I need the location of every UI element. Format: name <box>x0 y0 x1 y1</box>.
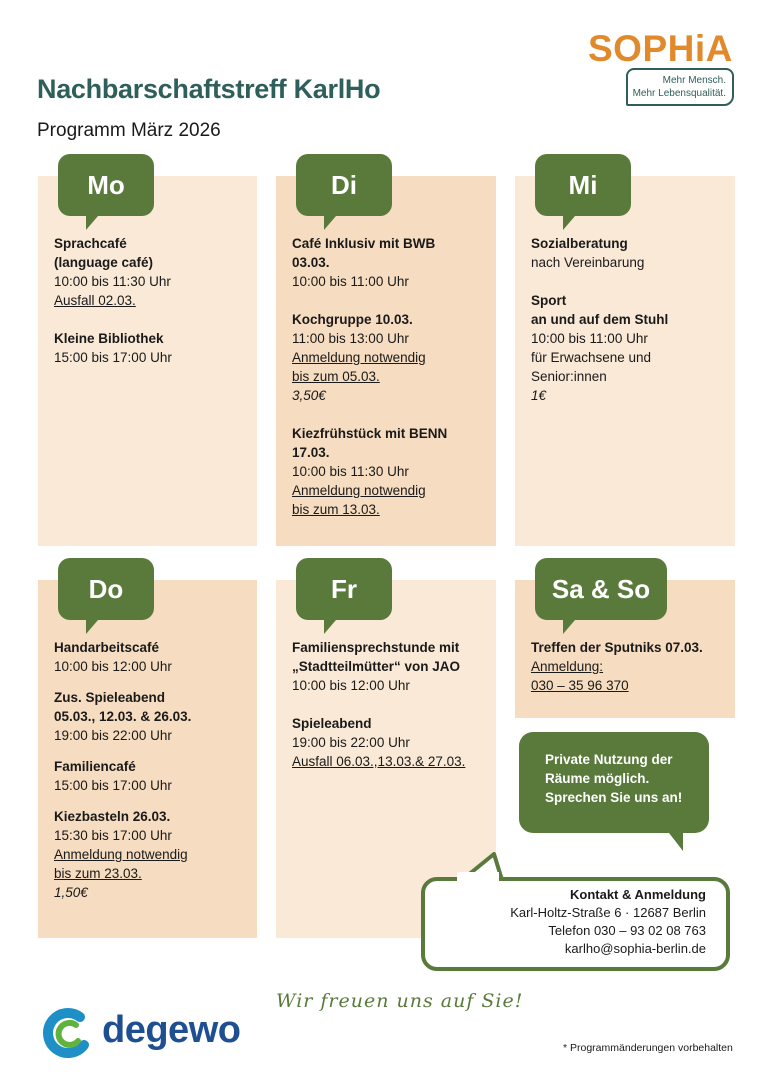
event-registration: Anmeldung notwendig <box>292 483 426 498</box>
event-title: an und auf dem Stuhl <box>531 312 669 327</box>
event-time: 15:00 bis 17:00 Uhr <box>54 350 172 365</box>
event-title: Sozialberatung <box>531 236 628 251</box>
event-title: Kiezfrühstück mit BENN <box>292 426 448 441</box>
event-title: Kochgruppe 10.03. <box>292 312 413 327</box>
event-date: 03.03. <box>292 255 330 270</box>
event-title: Café Inklusiv mit BWB <box>292 236 436 251</box>
event-time: 15:30 bis 17:00 Uhr <box>54 828 172 843</box>
private-use-bubble <box>519 732 709 833</box>
event-time: 15:00 bis 17:00 Uhr <box>54 778 172 793</box>
private-use-line: Sprechen Sie uns an! <box>545 790 683 805</box>
event-title: Handarbeitscafé <box>54 640 160 655</box>
contact-box <box>421 877 730 971</box>
contact-address: Karl-Holtz-Straße 6 · 12687 Berlin <box>510 905 706 920</box>
event-registration-deadline: bis zum 13.03. <box>292 502 380 517</box>
event-title: (language café) <box>54 255 154 270</box>
event-cancellation: Ausfall 02.03. <box>54 293 136 308</box>
event-price: 1,50€ <box>54 885 88 900</box>
event-registration: Anmeldung notwendig <box>54 847 188 862</box>
event-phone: 030 – 35 96 370 <box>531 678 629 693</box>
contact-email: karlho@sophia-berlin.de <box>564 941 706 956</box>
page-title: Nachbarschaftstreff KarlHo <box>37 74 381 104</box>
event-title: Familiensprechstunde mit <box>292 640 460 655</box>
event-time: 10:00 bis 12:00 Uhr <box>292 678 410 693</box>
private-use-line: Räume möglich. <box>545 771 650 786</box>
day-tab-friday: Fr <box>296 558 392 620</box>
event-time: 19:00 bis 22:00 Uhr <box>292 735 410 750</box>
event-time: 10:00 bis 11:00 Uhr <box>531 331 648 346</box>
event-registration-deadline: bis zum 23.03. <box>54 866 142 881</box>
day-card-wednesday <box>515 169 735 546</box>
event-title: Sprachcafé <box>54 236 127 251</box>
event-note: für Erwachsene und <box>531 350 652 365</box>
sophia-tagline-line2: Mehr Lebensqualität. <box>632 88 726 99</box>
event-title: Zus. Spieleabend <box>54 690 166 705</box>
contact-phone: Telefon 030 – 93 02 08 763 <box>548 923 706 938</box>
sophia-logo-wordmark: SOPHiA <box>588 28 733 69</box>
day-tab-thursday: Do <box>58 558 154 620</box>
event-time: 10:00 bis 12:00 Uhr <box>54 659 172 674</box>
day-card-thursday <box>38 573 257 938</box>
event-title: Kleine Bibliothek <box>54 331 164 346</box>
event-title: Spieleabend <box>292 716 372 731</box>
event-time: 10:00 bis 11:30 Uhr <box>54 274 171 289</box>
event-time: 11:00 bis 13:00 Uhr <box>292 331 409 346</box>
event-registration-deadline: bis zum 05.03. <box>292 369 380 384</box>
day-card-tuesday <box>276 169 496 546</box>
event-title: „Stadtteilmütter“ von JAO <box>292 659 461 674</box>
page-subtitle: Programm März 2026 <box>37 120 221 141</box>
event-title: Kiezbasteln 26.03. <box>54 809 171 824</box>
day-tab-wednesday: Mi <box>535 154 631 216</box>
day-tab-tuesday: Di <box>296 154 392 216</box>
event-title: Treffen der Sputniks 07.03. <box>531 640 703 655</box>
day-card-monday <box>38 169 257 546</box>
event-date: 17.03. <box>292 445 330 460</box>
event-cancellation: Ausfall 06.03.,13.03.& 27.03. <box>292 754 466 769</box>
event-price: 3,50€ <box>292 388 326 403</box>
event-registration: Anmeldung notwendig <box>292 350 426 365</box>
event-registration: Anmeldung: <box>531 659 604 674</box>
degewo-swirl-icon <box>40 1005 96 1061</box>
event-time: 10:00 bis 11:00 Uhr <box>292 274 409 289</box>
degewo-logo <box>40 1005 240 1061</box>
private-use-line: Private Nutzung der <box>545 752 673 767</box>
tagline: Wir freuen uns auf Sie! <box>276 990 524 1012</box>
contact-heading: Kontakt & Anmeldung <box>569 887 706 902</box>
event-date: 05.03., 12.03. & 26.03. <box>54 709 192 724</box>
event-note: Senior:innen <box>531 369 607 384</box>
degewo-wordmark: degewo <box>102 1009 241 1051</box>
event-title: Familiencafé <box>54 759 136 774</box>
event-time: 10:00 bis 11:30 Uhr <box>292 464 409 479</box>
sophia-logo-tagline <box>626 68 734 106</box>
event-title: Sport <box>531 293 567 308</box>
event-price: 1€ <box>531 388 547 403</box>
tail-mask <box>457 872 499 882</box>
footnote: * Programmänderungen vorbehalten <box>563 1042 733 1054</box>
sophia-logo <box>588 28 738 112</box>
day-card-weekend <box>515 573 735 718</box>
event-note: nach Vereinbarung <box>531 255 645 270</box>
day-tab-weekend: Sa & So <box>535 558 667 620</box>
sophia-tagline-line1: Mehr Mensch. <box>662 75 726 86</box>
event-time: 19:00 bis 22:00 Uhr <box>54 728 172 743</box>
day-tab-monday: Mo <box>58 154 154 216</box>
